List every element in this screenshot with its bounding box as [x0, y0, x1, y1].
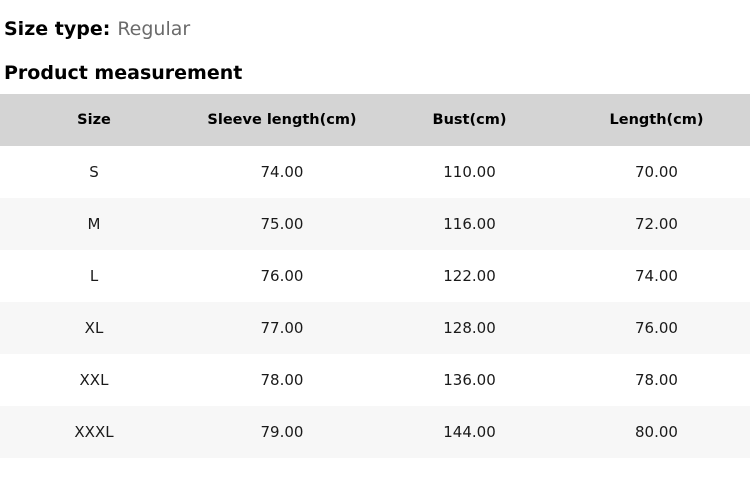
cell-bust: 128.00 [376, 302, 563, 354]
measurement-table [0, 94, 750, 458]
cell-bust: 136.00 [376, 354, 563, 406]
cell-sleeve-length: 77.00 [188, 302, 376, 354]
cell-bust: 122.00 [376, 250, 563, 302]
column-header-sleeve-length: Sleeve length(cm) [188, 94, 376, 146]
cell-size: XXL [0, 354, 188, 406]
cell-bust: 110.00 [376, 146, 563, 198]
cell-length: 74.00 [563, 250, 750, 302]
column-header-size: Size [0, 94, 188, 146]
table-row [0, 302, 750, 354]
cell-size: XL [0, 302, 188, 354]
table-row [0, 354, 750, 406]
table-header-row [0, 94, 750, 146]
cell-sleeve-length: 78.00 [188, 354, 376, 406]
table-row [0, 406, 750, 458]
table-row [0, 146, 750, 198]
cell-size: S [0, 146, 188, 198]
cell-size: L [0, 250, 188, 302]
cell-length: 78.00 [563, 354, 750, 406]
table-row [0, 198, 750, 250]
cell-size: XXXL [0, 406, 188, 458]
table-header [0, 94, 750, 146]
size-type-value: Regular [117, 18, 191, 40]
cell-bust: 116.00 [376, 198, 563, 250]
page-title: Product measurement [4, 62, 243, 84]
cell-length: 72.00 [563, 198, 750, 250]
column-header-length: Length(cm) [563, 94, 750, 146]
cell-bust: 144.00 [376, 406, 563, 458]
table-body [0, 146, 750, 458]
column-header-bust: Bust(cm) [376, 94, 563, 146]
cell-sleeve-length: 75.00 [188, 198, 376, 250]
cell-length: 80.00 [563, 406, 750, 458]
cell-sleeve-length: 74.00 [188, 146, 376, 198]
cell-length: 76.00 [563, 302, 750, 354]
cell-sleeve-length: 76.00 [188, 250, 376, 302]
size-type-row [0, 0, 750, 46]
size-type-label: Size type: [4, 18, 111, 40]
cell-size: M [0, 198, 188, 250]
cell-length: 70.00 [563, 146, 750, 198]
table-row [0, 250, 750, 302]
cell-sleeve-length: 79.00 [188, 406, 376, 458]
